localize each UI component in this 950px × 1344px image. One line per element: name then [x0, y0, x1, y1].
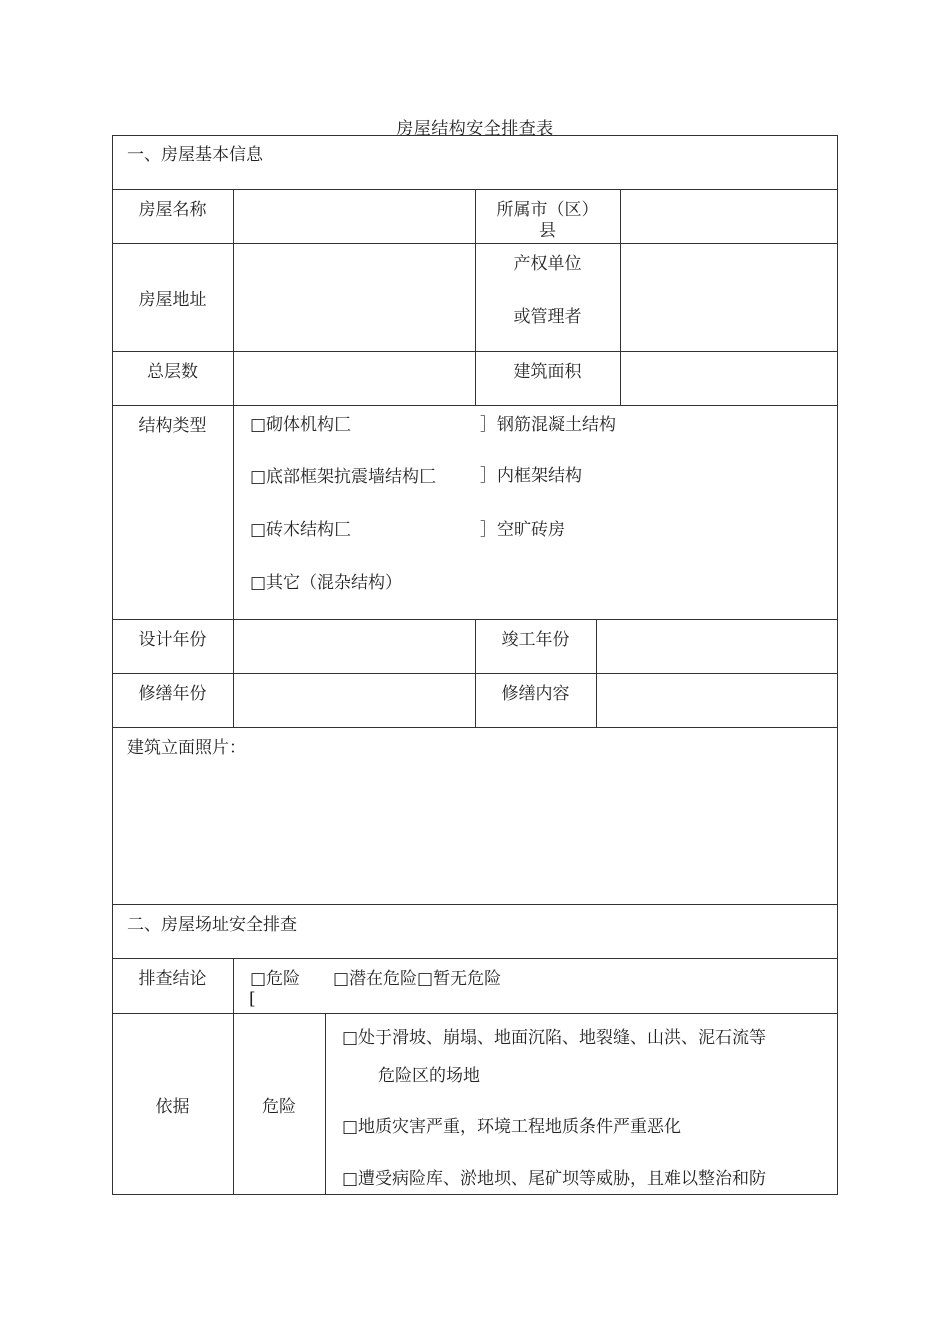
- conclusion-mark: [: [249, 989, 256, 1009]
- basis-category-danger: 危险: [262, 1097, 296, 1117]
- basis-item-geologic-hazard[interactable]: □地质灾害严重，环境工程地质条件严重恶化: [342, 1117, 682, 1137]
- basis-item-landslide-line2: 危险区的场地: [378, 1066, 480, 1086]
- total-floors-label: 总层数: [147, 362, 198, 382]
- row-divider: [112, 904, 838, 905]
- conclusion-option-danger[interactable]: □危险: [250, 969, 301, 989]
- structure-option-inner-frame[interactable]: ］内框架结构: [480, 466, 582, 486]
- section-heading-basic-info: 一、房屋基本信息: [127, 145, 263, 165]
- design-year-label: 设计年份: [138, 630, 207, 650]
- conclusion-option-potential[interactable]: □潜在危险□暂无危险: [333, 969, 502, 989]
- row-divider: [112, 958, 838, 959]
- column-divider: [325, 1013, 326, 1195]
- row-divider: [112, 1013, 838, 1014]
- page-title: 房屋结构安全排查表: [396, 119, 554, 139]
- repair-content-label: 修缮内容: [501, 684, 570, 704]
- column-divider: [596, 619, 597, 727]
- structure-option-masonry[interactable]: □砌体机构匚: [250, 415, 352, 435]
- section-heading-site-safety: 二、房屋场址安全排查: [127, 915, 297, 935]
- structure-option-rc[interactable]: ］钢筋混凝土结构: [480, 415, 616, 435]
- owner-label: 产权单位: [513, 254, 582, 274]
- structure-option-other[interactable]: □其它（混杂结构）: [250, 573, 403, 593]
- building-area-label: 建筑面积: [513, 362, 582, 382]
- structure-type-label: 结构类型: [138, 416, 207, 436]
- basis-label: 依据: [155, 1097, 190, 1117]
- column-divider: [620, 189, 621, 405]
- structure-option-bottom-frame[interactable]: □底部框架抗震墙结构匚: [250, 467, 437, 487]
- column-divider: [233, 189, 234, 727]
- house-address-label: 房屋地址: [138, 290, 207, 310]
- repair-year-label: 修缮年份: [138, 684, 207, 704]
- facade-photo-label: 建筑立面照片：: [127, 738, 246, 758]
- structure-option-open-brick[interactable]: ］空旷砖房: [480, 520, 565, 540]
- row-divider: [112, 727, 838, 728]
- district-label: 所属市（区）: [496, 200, 599, 220]
- district-label-line2: 县: [539, 221, 556, 241]
- completion-year-label: 竣工年份: [501, 630, 570, 650]
- row-divider: [112, 405, 838, 406]
- conclusion-label: 排查结论: [138, 969, 207, 989]
- basis-item-reservoir-threat[interactable]: □遭受病险库、淤地坝、尾矿坝等威胁，且难以整治和防: [342, 1169, 767, 1189]
- basis-item-landslide[interactable]: □处于滑坡、崩塌、地面沉陷、地裂缝、山洪、泥石流等: [342, 1028, 767, 1048]
- column-divider: [233, 958, 234, 1195]
- structure-option-brick-wood[interactable]: □砖木结构匚: [250, 520, 352, 540]
- owner-label-line2: 或管理者: [513, 307, 582, 327]
- house-name-label: 房屋名称: [138, 200, 207, 220]
